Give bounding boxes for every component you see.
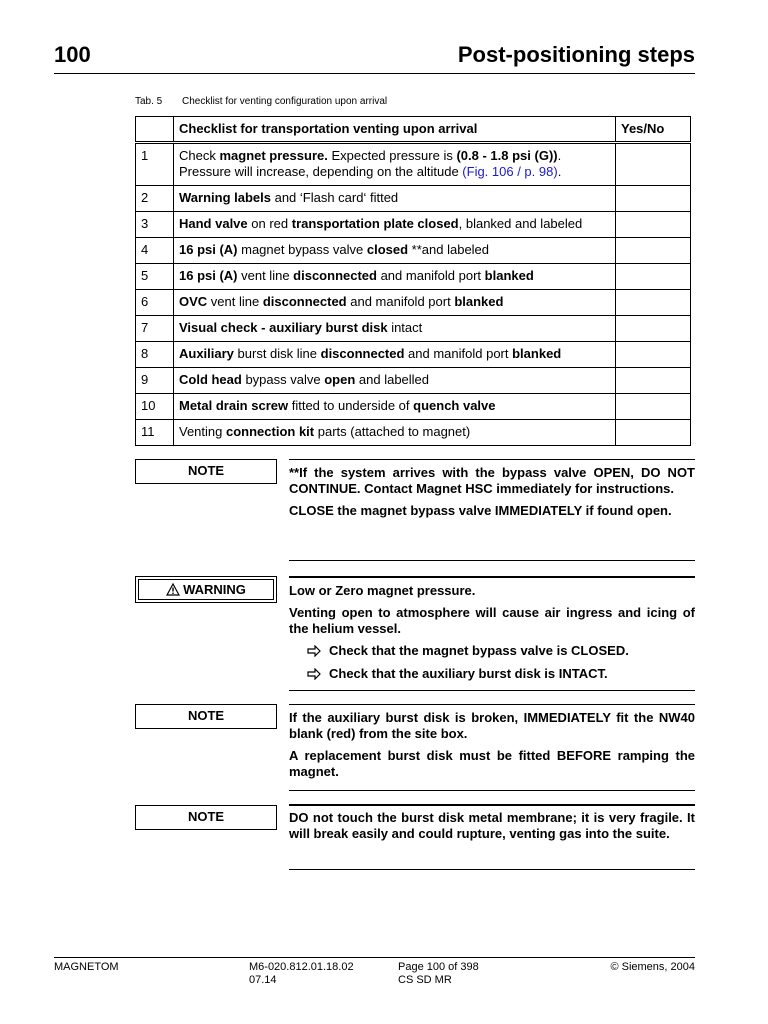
page-number: 100	[54, 42, 91, 67]
footer-copyright: © Siemens, 2004	[610, 961, 695, 973]
warning-action-item	[307, 666, 695, 682]
yes-no-cell[interactable]	[616, 238, 691, 264]
text-span: Expected pressure is	[327, 148, 457, 163]
page-title: Post-positioning steps	[457, 42, 695, 67]
text-bold: Cold head	[179, 372, 242, 387]
row-number: 10	[136, 394, 174, 420]
text-span: and manifold port	[346, 294, 455, 309]
yes-no-cell[interactable]	[616, 368, 691, 394]
note-paragraph: A replacement burst disk must be fitted BEFORE ramping the magnet.	[289, 748, 695, 779]
note-paragraph: CLOSE the magnet bypass valve IMMEDIATELY if found open.	[289, 503, 672, 518]
table-row	[136, 420, 691, 446]
text-span: burst disk line	[233, 346, 321, 361]
warning-top-rule	[289, 576, 695, 578]
note-label-box: NOTE	[135, 459, 277, 484]
text-span: .	[557, 148, 562, 163]
text-span: **and labeled	[408, 242, 490, 257]
yes-no-cell[interactable]	[616, 186, 691, 212]
row-number: 7	[136, 316, 174, 342]
notice-bottom-rule	[289, 560, 695, 561]
row-number: 5	[136, 264, 174, 290]
warning-label: WARNING	[183, 582, 246, 597]
notice-bottom-rule	[289, 790, 695, 791]
text-bold: closed	[366, 242, 409, 257]
row-number: 6	[136, 290, 174, 316]
text-span: and labelled	[355, 372, 430, 387]
warning-action-text: Check that the auxiliary burst disk is INTACT.	[329, 666, 608, 681]
footer-doc-date: 07.14	[249, 974, 277, 986]
row-number: 2	[136, 186, 174, 212]
yes-no-cell[interactable]	[616, 316, 691, 342]
warning-label-box	[135, 576, 277, 603]
note-paragraph: If the auxiliary burst disk is broken, IMMEDIATELY fit the NW40 blank (red) from the site box.	[289, 710, 695, 741]
yes-no-cell[interactable]	[616, 394, 691, 420]
row-text	[174, 368, 616, 394]
table-row	[136, 238, 691, 264]
notice-top-rule	[289, 459, 695, 460]
text-bold: Warning labels	[179, 190, 271, 205]
row-text	[174, 186, 616, 212]
text-bold: quench valve	[413, 398, 496, 413]
yes-no-cell[interactable]	[616, 212, 691, 238]
footer-product: MAGNETOM	[54, 961, 119, 973]
table-row	[136, 342, 691, 368]
warning-label-inner	[138, 579, 274, 600]
table-caption	[135, 96, 387, 107]
text-bold: disconnected	[320, 346, 405, 361]
yes-no-cell[interactable]	[616, 143, 691, 186]
yes-no-cell[interactable]	[616, 342, 691, 368]
text-bold: disconnected	[293, 268, 377, 283]
text-span: and manifold port	[404, 346, 513, 361]
caption-text: Checklist for venting configuration upon arrival	[182, 96, 388, 107]
footer-page: Page 100 of 398	[398, 961, 479, 973]
warning-bottom-rule	[289, 690, 695, 691]
table-row	[136, 394, 691, 420]
yes-no-cell[interactable]	[616, 420, 691, 446]
text-span: and ‘Flash card‘ fitted	[270, 190, 399, 205]
text-bold: magnet pressure.	[219, 148, 328, 163]
footer-page-info	[398, 961, 479, 987]
yes-no-cell[interactable]	[616, 264, 691, 290]
header-number-cell	[136, 117, 174, 143]
note-paragraph: DO not touch the burst disk metal membrane; it is very fragile. It will break easily and could rupture, venting gas into the suite.	[289, 810, 695, 841]
text-span: Check	[179, 148, 220, 163]
text-span: magnet bypass valve	[237, 242, 367, 257]
text-span: .	[557, 164, 562, 179]
text-bold: 16 psi (A)	[179, 242, 238, 257]
caption-tab-number: Tab. 5	[135, 96, 163, 107]
text-bold: disconnected	[262, 294, 347, 309]
table-row	[136, 368, 691, 394]
footer-doc-info	[249, 961, 354, 987]
notice-bottom-rule	[289, 869, 695, 870]
text-span: bypass valve	[241, 372, 325, 387]
row-text	[174, 394, 616, 420]
checklist-table	[135, 116, 691, 446]
warning-triangle-icon	[166, 583, 180, 596]
arrow-right-icon	[307, 645, 321, 657]
text-span: , blanked and labeled	[458, 216, 583, 231]
text-span: vent line	[207, 294, 263, 309]
row-number: 3	[136, 212, 174, 238]
table-row	[136, 264, 691, 290]
text-bold: Visual check - auxiliary burst disk	[179, 320, 388, 335]
arrow-right-icon	[307, 668, 321, 680]
header-checklist-cell: Checklist for transportation venting upon arrival	[174, 117, 616, 143]
row-text	[174, 212, 616, 238]
note-paragraph: **If the system arrives with the bypass valve OPEN, DO NOT CONTINUE. Contact Magnet HSC immediately for instructions.	[289, 465, 695, 496]
row-text	[174, 420, 616, 446]
text-bold: OVC	[179, 294, 208, 309]
text-span: vent line	[237, 268, 294, 283]
text-span: intact	[387, 320, 423, 335]
text-span: Venting	[179, 424, 226, 439]
warning-paragraph: Venting open to atmosphere will cause air ingress and icing of the helium vessel.	[289, 605, 695, 636]
row-number: 8	[136, 342, 174, 368]
text-bold: Auxiliary	[179, 346, 234, 361]
row-text	[174, 143, 616, 186]
row-number: 1	[136, 143, 174, 186]
row-number: 4	[136, 238, 174, 264]
text-span: fitted to underside of	[288, 398, 414, 413]
note-text-block	[289, 465, 695, 525]
row-number: 9	[136, 368, 174, 394]
notice-top-rule	[289, 704, 695, 705]
text-bold: connection kit	[226, 424, 315, 439]
row-text	[174, 342, 616, 368]
text-span: parts (attached to magnet)	[314, 424, 471, 439]
text-span: on red	[247, 216, 292, 231]
yes-no-cell[interactable]	[616, 290, 691, 316]
row-text	[174, 238, 616, 264]
row-text	[174, 264, 616, 290]
footer-rule	[54, 957, 695, 958]
table-row	[136, 290, 691, 316]
note-text-block	[289, 710, 695, 786]
figure-link[interactable]: (Fig. 106 / p. 98)	[462, 164, 558, 179]
row-text	[174, 316, 616, 342]
row-number: 11	[136, 420, 174, 446]
note-text-block	[289, 810, 695, 848]
text-bold: blanked	[512, 346, 562, 361]
text-bold: (0.8 - 1.8 psi (G))	[456, 148, 558, 163]
text-bold: blanked	[454, 294, 504, 309]
footer-doc-number: M6-020.812.01.18.02	[249, 961, 354, 973]
table-row	[136, 143, 691, 186]
text-bold: blanked	[484, 268, 534, 283]
note-label-box: NOTE	[135, 704, 277, 729]
warning-action-text: Check that the magnet bypass valve is CLOSED.	[329, 643, 629, 658]
note-label-box: NOTE	[135, 805, 277, 830]
warning-action-item	[307, 643, 695, 659]
text-span: Pressure will increase, depending on the altitude	[179, 164, 463, 179]
header-rule	[54, 73, 695, 74]
header-yes-no-cell: Yes/No	[616, 117, 691, 143]
text-bold: Metal drain screw	[179, 398, 289, 413]
table-row	[136, 186, 691, 212]
table-row	[136, 316, 691, 342]
table-header-row	[136, 117, 691, 143]
table-row	[136, 212, 691, 238]
footer-dept: CS SD MR	[398, 974, 452, 986]
text-bold: Hand valve	[179, 216, 248, 231]
notice-top-rule	[289, 804, 695, 806]
text-bold: 16 psi (A)	[179, 268, 238, 283]
warning-text-block	[289, 583, 695, 689]
text-span: and manifold port	[376, 268, 485, 283]
row-text	[174, 290, 616, 316]
text-bold: open	[324, 372, 356, 387]
warning-heading: Low or Zero magnet pressure.	[289, 583, 476, 598]
text-bold: transportation plate closed	[291, 216, 459, 231]
